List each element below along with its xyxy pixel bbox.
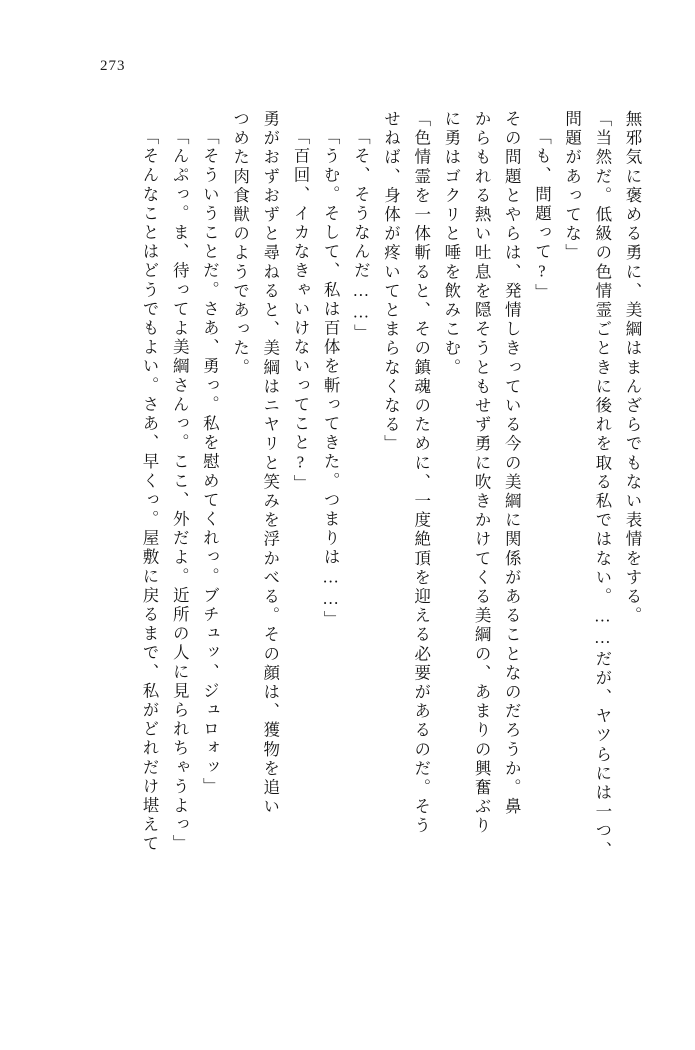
text-line: 「そ、そうなんだ……」 [351, 128, 371, 344]
text-line: 「色情霊を一体斬ると、その鎮魂のために、一度絶頂を迎える必要があるのだ。そう [411, 110, 431, 836]
text-line: つめた肉食獣のようであった。 [230, 110, 250, 378]
text-line: せねば、身体が疼いてとまらなくなる」 [381, 110, 401, 454]
text-line: に勇はゴクリと唾を飲みこむ。 [441, 110, 461, 378]
text-line: 「当然だ。低級の色情霊ごときに後れを取る私ではない。……だが、ヤツらには一つ、 [592, 110, 612, 860]
text-line: 問題があってな」 [562, 110, 582, 263]
text-line: 「んぷっ。ま、待ってよ美綱さんっ。ここ、外だよ。近所の人に見られちゃうよっ」 [170, 128, 190, 854]
text-line: 「百回、イカなきゃいけないってこと?」 [290, 128, 310, 494]
text-line: 無邪気に褒める勇に、美綱はまんざらでもない表情をする。 [623, 110, 642, 626]
text-line: 「うむ。そして、私は百体を斬ってきた。つまりは……」 [321, 128, 341, 630]
vertical-text-body [62, 110, 640, 990]
text-line: その問題とやらは、発情しきっている今の美綱に関係があることなのだろうか。鼻 [502, 110, 522, 817]
text-line: 「そんなことはどうでもよい。さあ、早くっ。屋敷に戻るまで、私がどれだけ堪えて [140, 128, 159, 854]
text-line: 「そういうことだ。さあ、勇っ。私を慰めてくれっ。ブチュッ、ジュロォッ」 [200, 128, 220, 797]
text-line: 「も、問題って?」 [532, 128, 552, 303]
text-line: からもれる熱い吐息を隠そうともせず勇に吹きかけてくる美綱の、あまりの興奮ぶり [472, 110, 492, 836]
page-number: 273 [100, 58, 126, 74]
text-line: 勇がおずおずと尋ねると、美綱はニヤリと笑みを浮かべる。その顔は、獲物を追い [260, 110, 280, 817]
